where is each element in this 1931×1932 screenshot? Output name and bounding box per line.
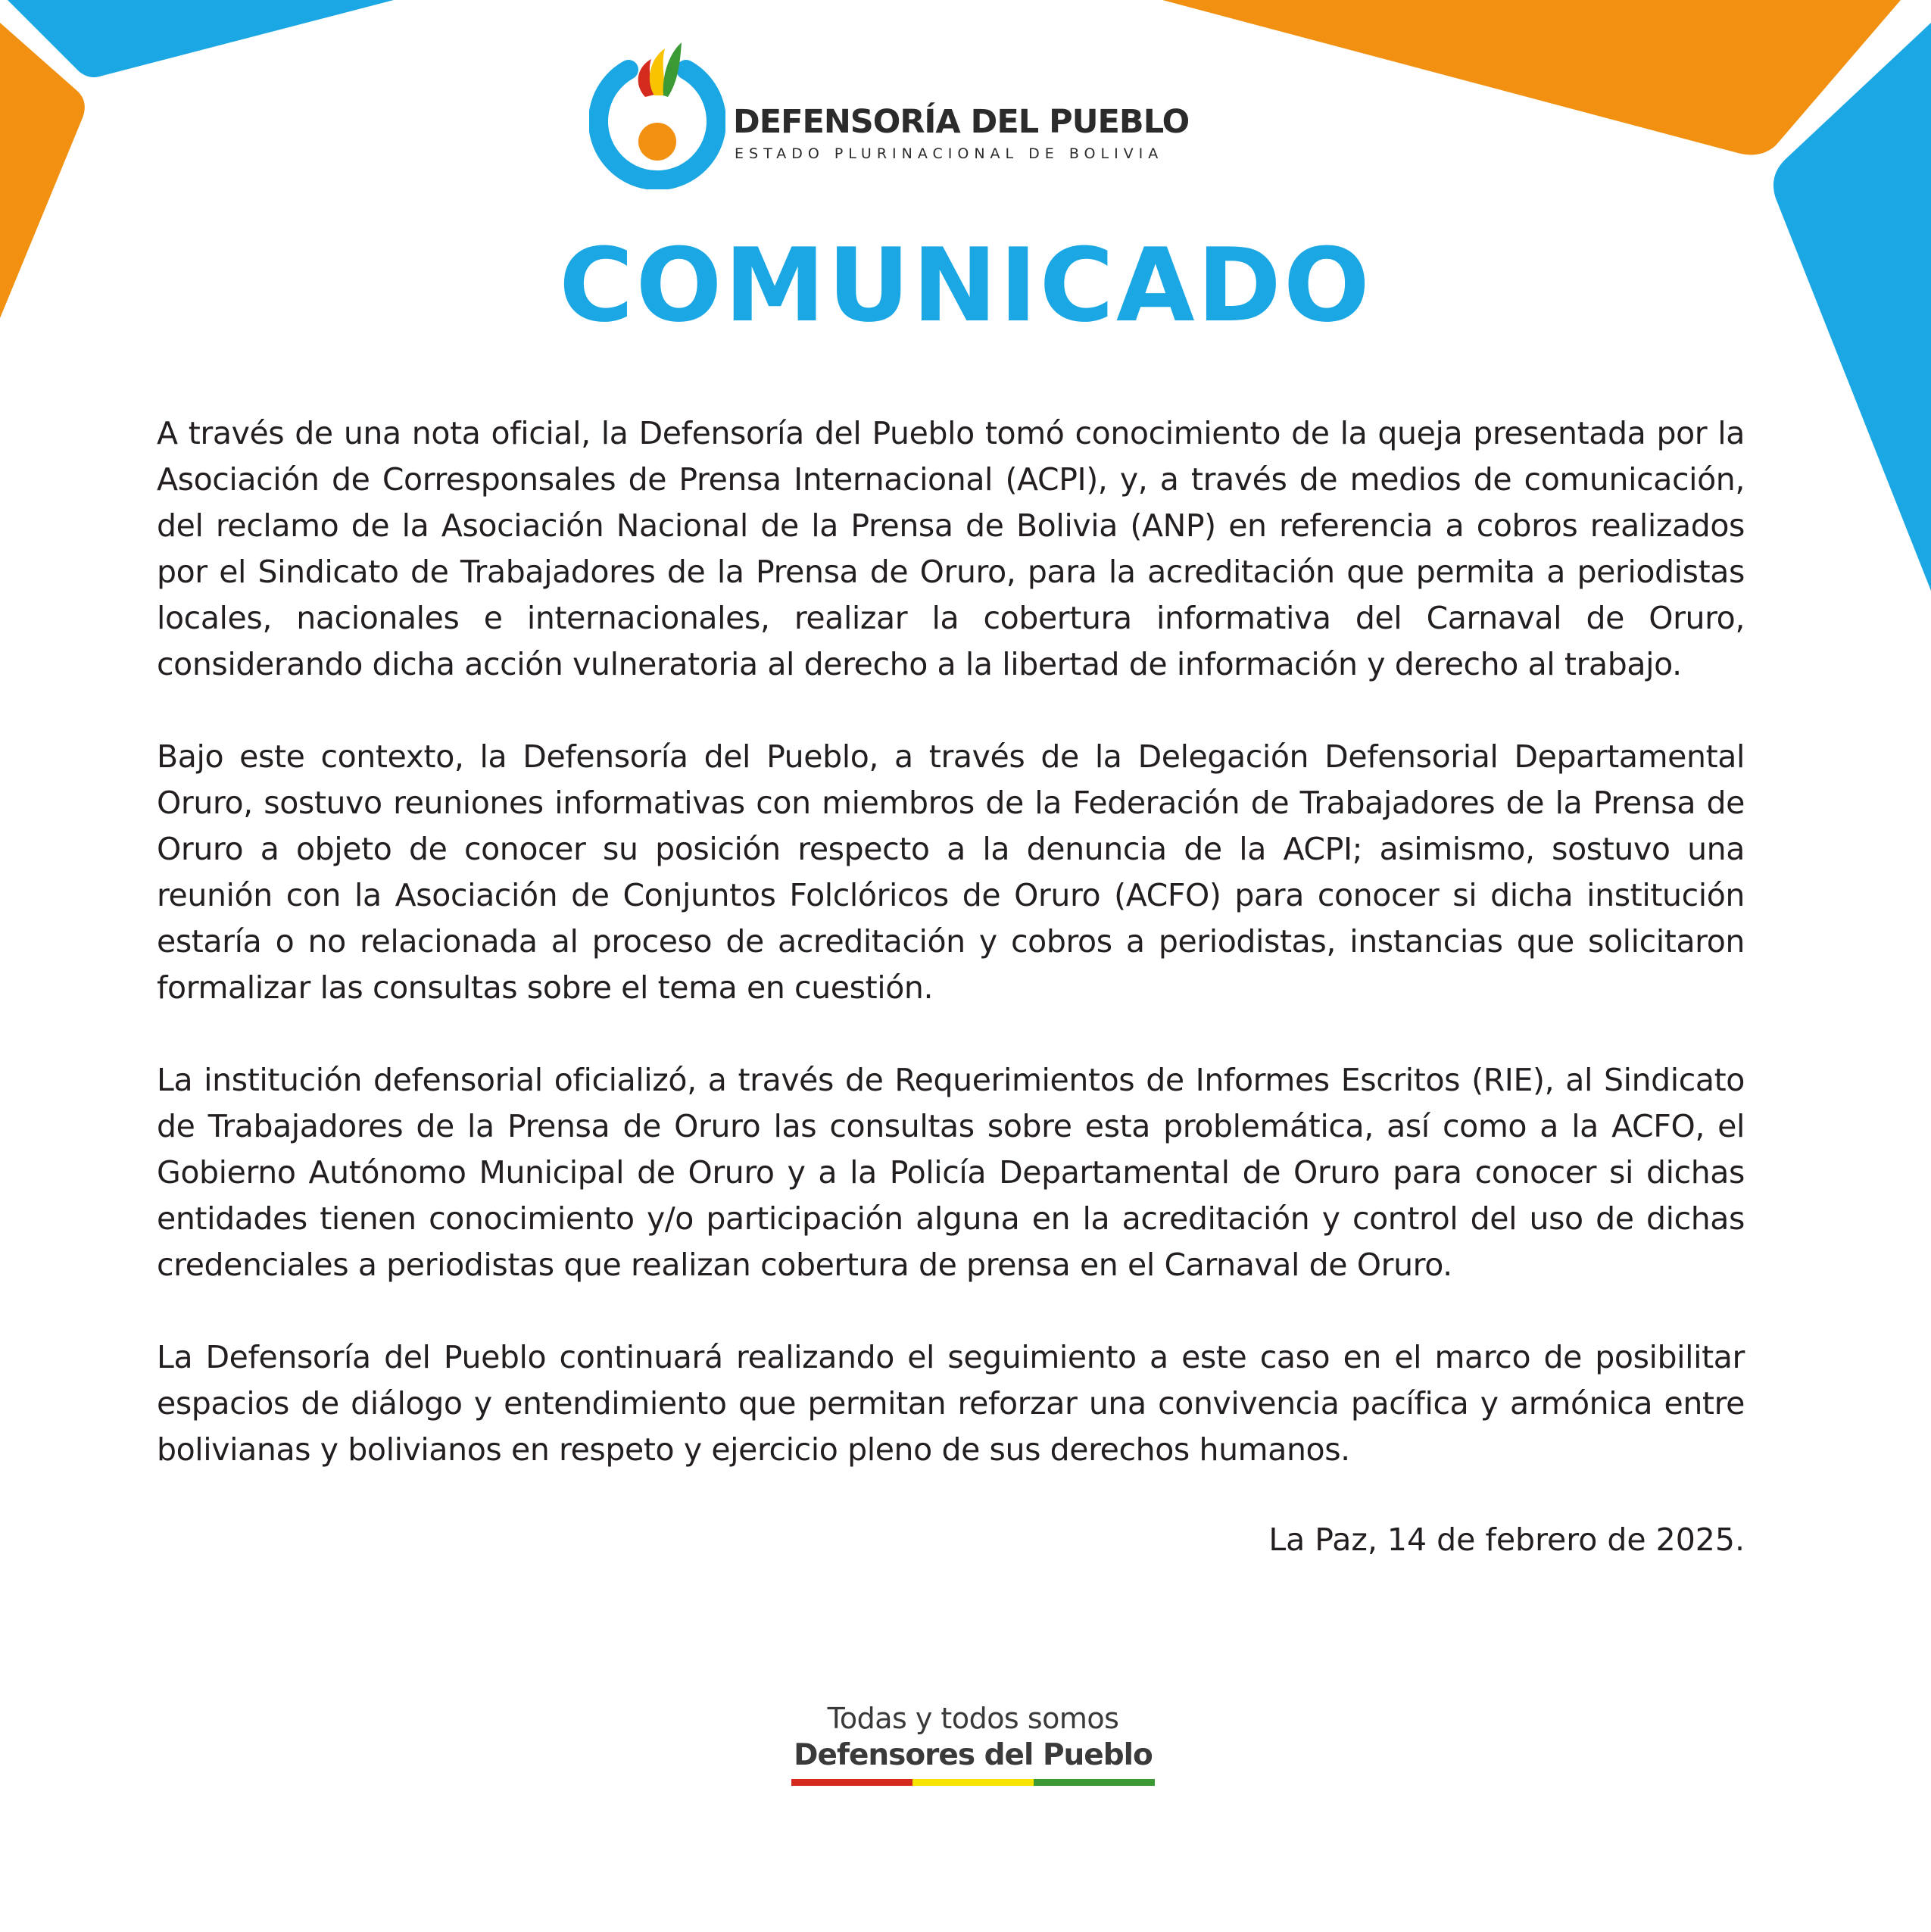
logo-subtitle: ESTADO PLURINACIONAL DE BOLIVIA <box>735 145 1164 162</box>
flag-green-segment <box>1034 1779 1155 1786</box>
paragraph-3: La institución defensorial oficializó, a través de Requerimientos de Informes Escritos (RIE), al Sindicato de Trabajadores de la Prensa de Oruro las consultas sobre esta problemática, así como a la ACFO, el Gobierno Autónomo Municipal de Oruro y a la Policía Departamental de Oruro para conocer si dichas entidades tienen conocimiento y/o participación alguna en la acreditación y control del uso de dichas credenciales a periodistas que realizan cobertura de prensa en el Carnaval de Oruro. <box>157 1062 1745 1283</box>
paragraph-4: La Defensoría del Pueblo continuará realizando el seguimiento a este caso en el marco de posibilitar espacios de diálogo y entendimiento que permitan reforzar una convivencia pacífica y armónica entre bolivianas y bolivianos en respeto y ejercicio pleno de sus derechos humanos. <box>157 1339 1745 1468</box>
top-right-orange-shape <box>1162 0 1901 154</box>
slogan-line-2: Defensores del Pueblo <box>794 1738 1153 1772</box>
top-left-blue-shape <box>0 0 394 77</box>
footer-slogan <box>788 1700 1159 1786</box>
communique-body <box>157 410 1745 1519</box>
flag-red-segment <box>791 1779 912 1786</box>
page-title: COMUNICADO <box>559 226 1372 345</box>
flag-yellow-segment <box>912 1779 1034 1786</box>
slogan-line-1: Todas y todos somos <box>827 1702 1119 1735</box>
institution-logo <box>589 38 1190 197</box>
paragraph-1: A través de una nota oficial, la Defensoría del Pueblo tomó conocimiento de la queja presentada por la Asociación de Corresponsales de Prensa Internacional (ACPI), y, a través de medios de comunicación, del reclamo de la Asociación Nacional de la Prensa de Bolivia (ANP) en referencia a cobros realizados por el Sindicato de Trabajadores de la Prensa de Oruro, para la acreditación que permita a periodistas locales, nacionales e internacionales, realizar la cobertura informativa del Carnaval de Oruro, considerando dicha acción vulneratoria al derecho a la libertad de información y derecho al trabajo. <box>157 415 1745 682</box>
paragraph-2: Bajo este contexto, la Defensoría del Pueblo, a través de la Delegación Defensorial Departamental Oruro, sostuvo reuniones informativas con miembros de la Federación de Trabajadores de la Prensa de Oruro a objeto de conocer su posición respecto a la denuncia de la ACPI; asimismo, sostuvo una reunión con la Asociación de Conjuntos Folclóricos de Oruro (ACFO) para conocer si dicha institución estaría o no relacionada al proceso de acreditación y cobros a periodistas, instancias que solicitaron formalizar las consultas sobre el tema en cuestión. <box>157 738 1745 1006</box>
bolivian-flag-stripe <box>791 1779 1155 1786</box>
defensoria-emblem-icon <box>589 38 725 189</box>
logo-title: DEFENSORÍA DEL PUEBLO <box>733 103 1190 141</box>
place-and-date: La Paz, 14 de febrero de 2025. <box>1268 1522 1745 1558</box>
